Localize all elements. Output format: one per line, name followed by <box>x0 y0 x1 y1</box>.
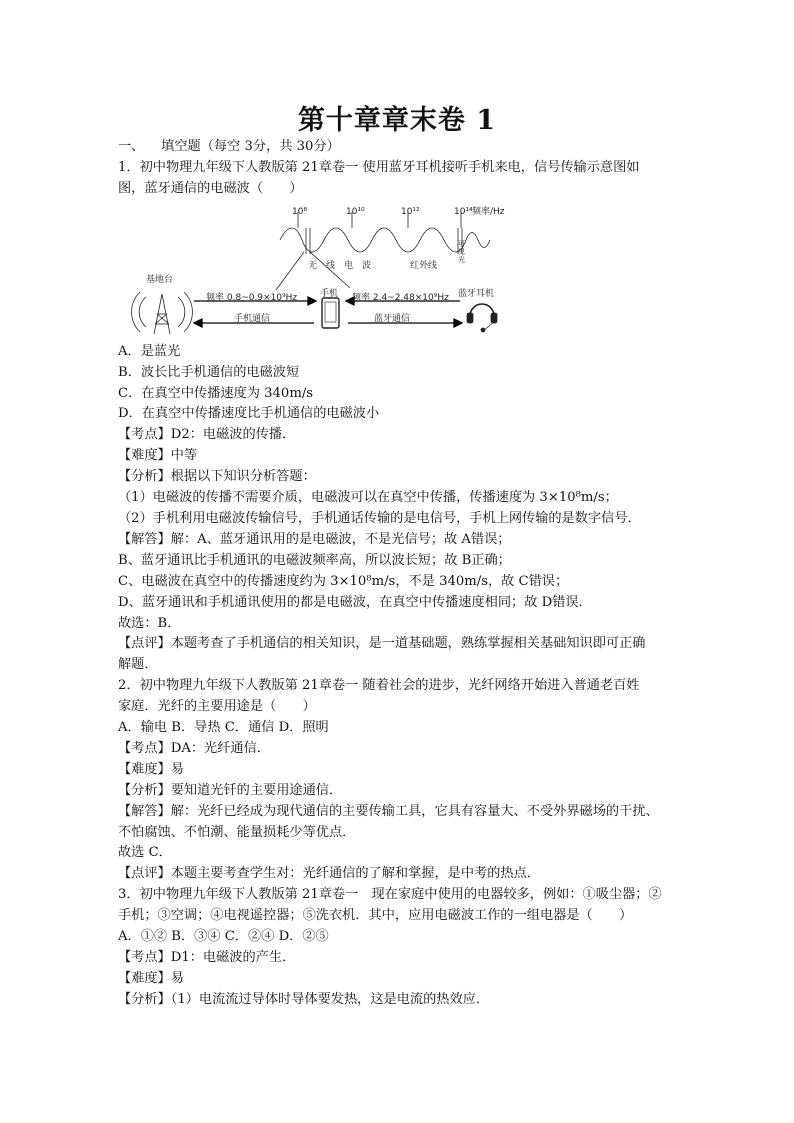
phone-label: 手机 <box>320 288 339 299</box>
q1-dianping-2: 解题． <box>118 657 158 673</box>
q3-kaodian: 【考点】D1：电磁波的产生． <box>118 950 296 965</box>
freq-tick-2: 10¹⁰ <box>346 206 365 217</box>
q1-fenxi-2: （2）手机利用电磁波传输信号，手机通话传输的是电信号，手机上网传输的是数字信号． <box>118 510 641 526</box>
base-station-label: 基地台 <box>146 274 174 285</box>
q1-nandu: 【难度】中等 <box>118 448 198 464</box>
phone-comm-label: 手机通信 <box>234 313 271 324</box>
signal-transmission-figure <box>118 202 678 338</box>
q3-nandu: 【难度】易 <box>118 970 184 986</box>
q1-fenxi: 【分析】根据以下知识分析答题： <box>118 469 316 485</box>
document-body <box>118 137 688 1011</box>
q1-kaodian: 【考点】D2：电磁波的传播． <box>118 427 296 443</box>
q2-options: A．输电 B．导热 C．通信 D．照明 <box>118 720 329 736</box>
q3-options: A．①② B．③④ C．②④ D．②⑤ <box>118 929 329 945</box>
freq-tick-1: 10⁸ <box>292 206 308 217</box>
freq-tick-3: 10¹² <box>401 206 420 217</box>
q3-fenxi: 【分析】（1）电流流过导体时导体要发热，这是电流的热效应． <box>118 991 490 1007</box>
q2-nandu: 【难度】易 <box>118 761 184 777</box>
bluetooth-frequency-label: 频率 2.4~2.48×10⁹Hz <box>352 292 449 303</box>
infrared-label: 红外线 <box>410 260 438 271</box>
section-heading: 一、 填空题（每空 3分，共 30分） <box>118 139 340 154</box>
visible-light-label: 可见光 <box>458 239 465 264</box>
q2-jieda-2: 不怕腐蚀、不怕潮、能量损耗少等优点． <box>118 824 356 840</box>
q2-fenxi: 【分析】要知道光钎的主要用途通信． <box>118 782 343 798</box>
q1-stem-line2: 图，蓝牙通信的电磁波（ ） <box>118 180 303 196</box>
q3-stem-line2: 手机；③空调；④电视遥控器；⑤洗衣机．其中，应用电磁波工作的一组电器是（ ） <box>118 908 633 924</box>
q2-stem-line2: 家庭．光纤的主要用途是（ ） <box>118 699 316 715</box>
q2-kaodian: 【考点】DA：光纤通信． <box>118 740 270 756</box>
radio-wave-label: 无 线 电 波 <box>308 260 372 271</box>
q1-option-a: A．是蓝光 <box>118 343 181 359</box>
q1-option-d: D．在真空中传播速度比手机通信的电磁波小 <box>118 406 380 422</box>
q1-option-b: B．波长比手机通信的电磁波短 <box>118 364 300 380</box>
q2-answer: 故选 C． <box>118 845 172 861</box>
q1-jieda: 【解答】解：A、蓝牙通讯用的是电磁波，不是光信号；故 A错误； <box>118 531 511 547</box>
q1-option-c: C．在真空中传播速度为 340m/s <box>118 385 314 401</box>
q1-fenxi-1: （1）电磁波的传播不需要介质，电磁波可以在真空中传播，传播速度为 3×10⁸m/s； <box>118 490 618 506</box>
freq-tick-4: 10¹⁴ <box>454 206 473 217</box>
q1-jieda-b: B、蓝牙通讯比手机通讯的电磁波频率高，所以波长短；故 B正确； <box>118 552 511 568</box>
q1-jieda-c: C、电磁波在真空中的传播速度约为 3×10⁸m/s，不是 340m/s，故 C错误； <box>118 573 569 589</box>
q1-answer: 故选：B． <box>118 615 181 631</box>
page-title: 第十章章末卷 1 <box>297 105 497 136</box>
phone-frequency-label: 频率 0.8~0.9×10⁹Hz <box>206 292 298 303</box>
freq-axis-label: 频率/Hz <box>472 206 505 217</box>
bluetooth-comm-label: 蓝牙通信 <box>374 313 411 324</box>
bluetooth-headset-label: 蓝牙耳机 <box>458 288 495 299</box>
q2-jieda-1: 【解答】解：光纤已经成为现代通信的主要传输工具，它具有容量大、不受外界磁场的干扰、 <box>118 803 659 819</box>
q3-stem-line1: 3．初中物理九年级下人教版第 21章卷一 现在家庭中使用的电器较多，例如：①吸尘器；② <box>118 887 662 903</box>
q2-stem-line1: 2．初中物理九年级下人教版第 21章卷一 随着社会的进步，光纤网络开始进入普通老百姓 <box>118 678 640 694</box>
q1-stem-line1: 1．初中物理九年级下人教版第 21章卷一 使用蓝牙耳机接听手机来电，信号传输示意图如 <box>118 159 640 175</box>
q2-dianping: 【点评】本题主要考查学生对：光纤通信的了解和掌握，是中考的热点． <box>118 866 540 882</box>
q1-jieda-d: D、蓝牙通讯和手机通讯使用的都是电磁波，在真空中传播速度相同；故 D错误． <box>118 594 592 610</box>
q1-dianping-1: 【点评】本题考查了手机通信的相关知识，是一道基础题，熟练掌握相关基础知识即可正确 <box>118 636 646 652</box>
